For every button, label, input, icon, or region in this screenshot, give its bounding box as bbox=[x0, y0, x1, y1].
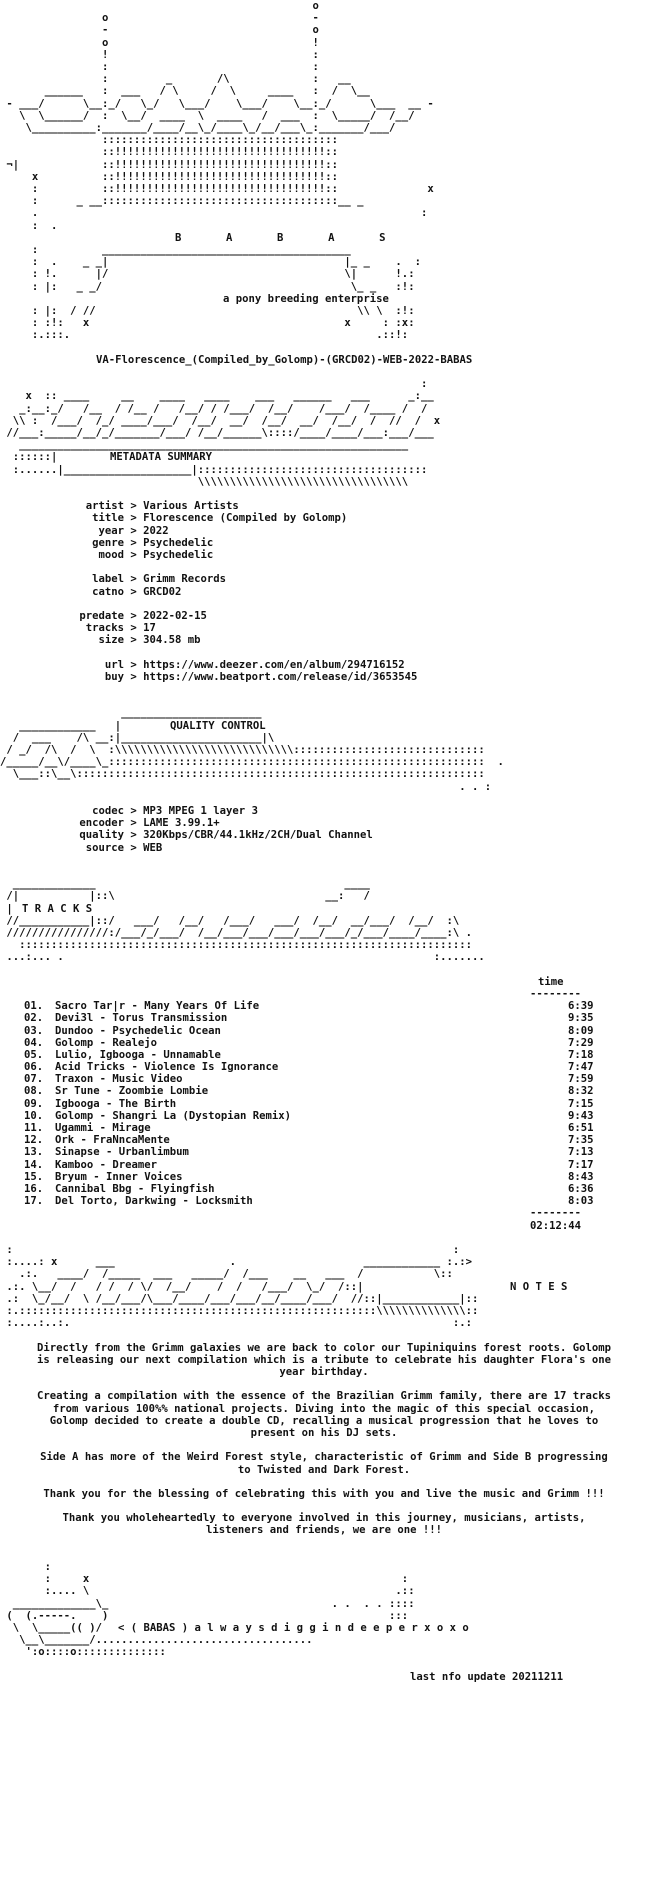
quality-row-quality: quality > 320Kbps/CBR/44.1kHz/2CH/Dual Channel bbox=[79, 829, 373, 842]
track-row: 17. Del Torto, Darkwing - Locksmith 8:03 bbox=[24, 1195, 594, 1208]
notes-banner-art: : : :....: x ___ . ____________ :.:> .:. ____/ /_____ ___ _____/ /___ __ ___ / \:: .:. \__/ / / / / \/ /__/ / / /___/ \_/ /::| bbox=[6, 1243, 472, 1293]
notes-paragraph: Thank you for the blessing of celebrating this with you and live the music and Grimm !!! bbox=[43, 1487, 605, 1500]
logo-art-top: o o - - o o ! ! : : : : _ /\ : __ ______ : ___ / \ / \ ____ : / \__ - ___/ \__:_/ \_/ \___/ \___/ \__:_/ \___ __ - \ \______/ : \__/ ____ \ ____ / ___ : \_____/ /__/ \__________:_______/____/__\_/____\_/__/___\_:_______/___/ ::::::::::::::::::::::::::::::::::::: ::!!!!!!!!!!!!!!!!!!!!!!!!!!!!!!!!!:: ¬| ::!!!!!!!!!!!!!!!!!!!!!!!!!!!!!!!!!:: x ::!!!!!!!!!!!!!!!!!!!!!!!!!!!!!!!!!:: : ::!!!!!!!!!!!!!!!!!!!!!!!!!!!!!!!!!:: x : _ __:::::::::::::::::::::::::::::::::::::__ _ . : : . bbox=[6, 0, 434, 232]
track-row: 07. Traxon - Music Video 7:59 bbox=[24, 1073, 594, 1086]
notes-paragraph: Creating a compilation with the essence of the Brazilian Grimm family, there are 17 tracks from various 100%% national projects. Diving into the magic of this special occasion, Golomp decided to create a double CD, recalling a musical progression that he loves to present on his DJ sets. bbox=[36, 1390, 612, 1439]
meta-row-year: year > 2022 bbox=[98, 524, 169, 537]
track-row: 10. Golomp - Shangri La (Dystopian Remix) 9:43 bbox=[24, 1109, 594, 1122]
meta-row-size: size > 304.58 mb bbox=[98, 634, 201, 647]
meta-row-url[interactable]: url > https://www.deezer.com/en/album/294716152 bbox=[104, 658, 405, 671]
track-row: 08. Sr Tune - Zoombie Lombie 8:32 bbox=[24, 1085, 594, 1098]
release-name: VA-Florescence_(Compiled_by_Golomp)-(GRCD02)-WEB-2022-BABAS bbox=[96, 353, 473, 366]
meta-row-genre: genre > Psychedelic bbox=[92, 536, 214, 549]
time-rule-bottom: -------- bbox=[530, 1207, 582, 1220]
track-row: 05. Lulio, Igbooga - Unnamable 7:18 bbox=[24, 1048, 594, 1061]
meta-row-catno: catno > GRCD02 bbox=[92, 585, 182, 598]
quality-section-title: QUALITY CONTROL bbox=[170, 719, 266, 732]
notes-section-title: N O T E S bbox=[510, 1280, 568, 1293]
notes-paragraph: Side A has more of the Weird Forest style, characteristic of Grimm and Side B progressing to Twisted and Dark Forest. bbox=[40, 1451, 608, 1476]
buy-link[interactable]: https://www.beatport.com/release/id/3653545 bbox=[143, 670, 418, 683]
quality-banner-art: / ___ /\ __:|______________________|\ / _/ /\ / \ :\\\\\\\\\\\\\\\\\\\\\\\\\\\\:::::::::::::::::::::::::::::: /_____/__\/____\_::::::::::::::::::::::::::::::::::::::::::::::::::::::::::: . \___::\__\:::::::::::::::::::::::::::::::::::::::::::::::::::::::::::::::: . . : bbox=[0, 731, 504, 793]
tracks-banner-art-top: _____________ ____ /| |::\ __: / | bbox=[6, 878, 370, 915]
signature-babas: < ( BABAS ) a l w a y s d i g g i n d e e p e r x o x o bbox=[118, 1622, 469, 1635]
notes-paragraph: Directly from the Grimm galaxies we are back to color our Tupiniquins forest roots. Golomp is releasing our next compilation which is a tribute to celebrate his daughter Flora's one year birthday. bbox=[36, 1341, 612, 1378]
track-list bbox=[0, 1000, 648, 1207]
meta-row-label: label > Grimm Records bbox=[92, 573, 227, 586]
metadata-list bbox=[0, 500, 648, 683]
meta-row-artist: artist > Various Artists bbox=[85, 500, 239, 513]
track-row: 11. Ugammi - Mirage 6:51 bbox=[24, 1122, 594, 1135]
meta-row-buy[interactable]: buy > https://www.beatport.com/release/id/3653545 bbox=[104, 670, 418, 683]
time-rule-top: -------- bbox=[530, 987, 582, 1000]
quality-row-encoder: encoder > LAME 3.99.1+ bbox=[79, 817, 220, 830]
track-row: 16. Cannibal Bbg - Flyingfish 6:36 bbox=[24, 1182, 594, 1195]
track-row: 15. Bryum - Inner Voices 8:43 bbox=[24, 1170, 594, 1183]
tracks-section-title: T R A C K S bbox=[22, 902, 93, 915]
logo-tagline: a pony breeding enterprise bbox=[223, 292, 389, 305]
track-row: 09. Igbooga - The Birth 7:15 bbox=[24, 1097, 594, 1110]
track-row: 01. Sacro Tar|r - Many Years Of Life 6:39 bbox=[24, 1000, 594, 1013]
track-row: 03. Dundoo - Psychedelic Ocean 8:09 bbox=[24, 1024, 594, 1037]
track-row: 12. Ork - FraNncaMente 7:35 bbox=[24, 1134, 594, 1147]
track-row: 14. Kamboo - Dreamer 7:17 bbox=[24, 1158, 594, 1171]
meta-row-mood: mood > Psychedelic bbox=[98, 548, 214, 561]
quality-row-codec: codec > MP3 MPEG 1 layer 3 bbox=[92, 805, 258, 818]
track-row: 02. Devi3l - Torus Transmission 9:35 bbox=[24, 1012, 594, 1025]
logo-art-middle: : _______________________________________ : . _ _| |_ _ . : : !. |/ \| !.: : |: _ _/ \_ _ :!: bbox=[31, 244, 421, 293]
track-row: 04. Golomp - Realejo 7:29 bbox=[24, 1036, 594, 1049]
url-link[interactable]: https://www.deezer.com/en/album/294716152 bbox=[143, 658, 405, 671]
metadata-section-title: METADATA SUMMARY bbox=[110, 451, 213, 464]
meta-row-predate: predate > 2022-02-15 bbox=[79, 609, 207, 622]
quality-banner-art-top: ______________________ ____________ | bbox=[19, 707, 262, 732]
track-row: 13. Sinapse - Urbanlimbum 7:13 bbox=[24, 1146, 594, 1159]
signature-art: : : x : :.... \ .:: _____________\_ . . . . :::: ( (.-----. ) ::: \ \_____(( )/ bbox=[6, 1561, 415, 1635]
quality-list bbox=[0, 805, 648, 854]
notes-banner-art-bottom: .: \_/__/ \ /__/___/\___/____/___/___/__/____/___/ //::|____________|:: :.::::::::::::::::::::::::::::::::::::::::::::::::::::::::\\\\\\\\\\\\\\:: :....:..:. :.: bbox=[6, 1292, 479, 1330]
time-column-header: time bbox=[538, 975, 564, 988]
metadata-banner-art-bottom: :......|____________________|:::::::::::::::::::::::::::::::::::: \\\\\\\\\\\\\\\\\\\\\\\\\\\\\\\\\ bbox=[12, 463, 428, 488]
last-update: last nfo update 20211211 bbox=[410, 1670, 564, 1683]
logo-letters: B A B A S bbox=[175, 231, 386, 244]
meta-row-tracks: tracks > 17 bbox=[85, 622, 156, 635]
total-time: 02:12:44 bbox=[530, 1219, 582, 1232]
logo-art-bottom: : |: / // \\ \ :!: : :!: x x : :x: :.:::. .::!: bbox=[31, 305, 415, 342]
track-row: 06. Acid Tricks - Violence Is Ignorance 7:47 bbox=[24, 1061, 594, 1074]
metadata-banner-art: : x :: ____ __ ____ ____ ___ ______ ___ _:__ _:__:_/ /__ / /__ / /__/ / /___/ /__/ /___/ /____ / / \\ : /___/ /_/ ____/___/ /__/ __/ /__/ __/ /__/ / // / x //___:_____/__/_/_______/___/ /__/______\::::/____/____/___:___/___ _____________________________________________________________ ::::::| bbox=[6, 378, 441, 464]
signature-art-bottom: \__\_______/.................................. ':o::::o:::::::::::::: bbox=[19, 1634, 313, 1659]
quality-row-source: source > WEB bbox=[85, 841, 163, 854]
notes-paragraph: Thank you wholeheartedly to everyone involved in this journey, musicians, artists, listeners and friends, we are one !!! bbox=[62, 1512, 586, 1537]
meta-row-title: title > Florescence (Compiled by Golomp) bbox=[92, 512, 348, 525]
notes-body bbox=[0, 1342, 648, 1537]
tracks-banner-art: //___________|::/ ___/ /__/ /___/ ___/ /__/ __/___/ /__/ :\ ////////////////:/___/_/___/ /__/___/___/___/___/___/_/___/____/____:\ . ::::::::::::::::::::::::::::::::::::::::::::::::::::::::::::::::::::::: ...:... . :....... bbox=[6, 914, 485, 964]
